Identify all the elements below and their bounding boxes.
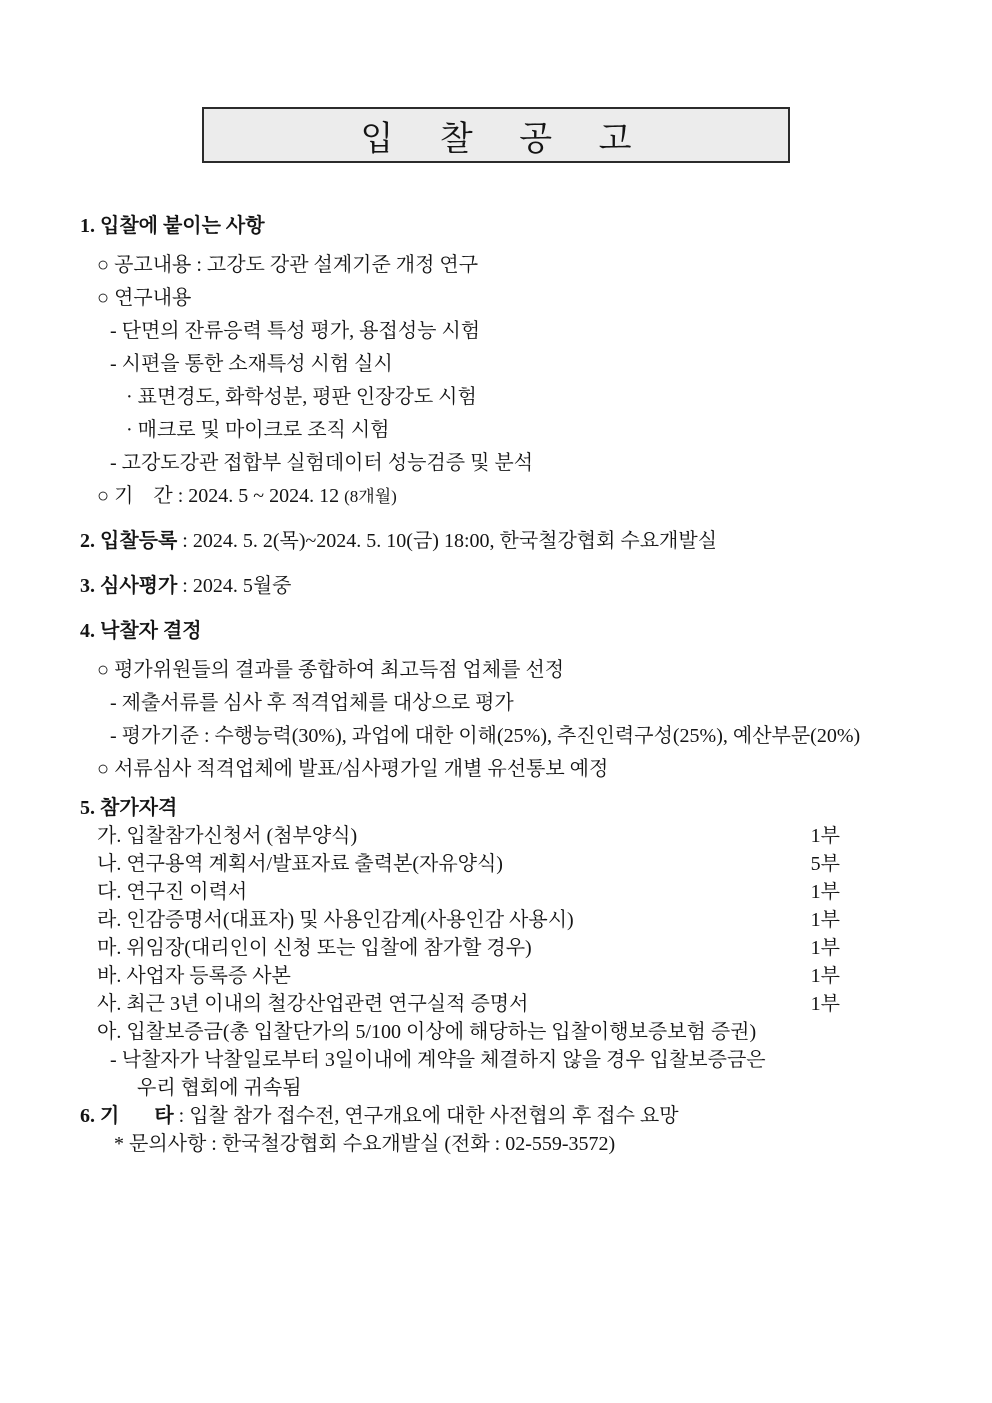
line-text: ○ 서류심사 적격업체에 발표/심사평가일 개별 유선통보 예정	[97, 758, 609, 780]
line-text: 마. 위임장(대리인이 신청 또는 입찰에 참가할 경우)	[97, 937, 532, 959]
doc-line	[0, 414, 992, 447]
line-text: 나. 연구용역 계획서/발표자료 출력본(자유양식)	[97, 853, 503, 875]
heading-label: 2. 입찰등록	[80, 530, 178, 552]
line-text: 가. 입찰참가신청서 (첨부양식)	[97, 825, 358, 847]
doc-line	[0, 1046, 992, 1074]
section-heading	[0, 570, 992, 603]
doc-line	[0, 962, 992, 990]
line-text-small: (8개월)	[344, 487, 397, 506]
line-text: - 단면의 잔류응력 특성 평가, 용접성능 시험	[110, 320, 481, 342]
doc-line	[0, 348, 992, 381]
document-title: 입 찰 공 고	[360, 120, 644, 158]
section-items	[0, 822, 992, 1102]
line-text: - 고강도강관 접합부 실험데이터 성능검증 및 분석	[110, 452, 534, 474]
doc-line	[0, 282, 992, 315]
doc-line	[0, 654, 992, 687]
section-items	[0, 249, 992, 513]
heading-label: 1. 입찰에 붙이는 사항	[80, 215, 265, 237]
copies-count: 1부	[810, 825, 840, 847]
copies-count: 5부	[810, 853, 840, 875]
line-text: 다. 연구진 이력서	[97, 881, 248, 903]
section-qualifications	[0, 794, 992, 1102]
heading-label: 4. 낙찰자 결정	[80, 620, 202, 642]
line-text: ○ 연구내용	[97, 287, 192, 309]
doc-line	[0, 822, 992, 850]
line-text: ○ 평가위원들의 결과를 종합하여 최고득점 업체를 선정	[97, 659, 565, 681]
section-heading	[0, 794, 992, 822]
doc-line	[0, 1074, 992, 1102]
copies-count: 1부	[810, 965, 840, 987]
heading-text: : 입찰 참가 접수전, 연구개요에 대한 사전협의 후 접수 요망	[173, 1105, 679, 1127]
doc-line	[0, 249, 992, 282]
heading-label: 6. 기 타	[80, 1105, 174, 1127]
doc-line	[0, 990, 992, 1018]
doc-line	[0, 1018, 992, 1046]
doc-line	[0, 315, 992, 348]
doc-line	[0, 753, 992, 786]
doc-line	[0, 850, 992, 878]
section-items	[0, 1130, 992, 1158]
copies-count: 1부	[810, 881, 840, 903]
heading-text: : 2024. 5월중	[177, 575, 292, 597]
line-text: ○ 기 간 : 2024. 5 ~ 2024. 12	[97, 485, 345, 507]
line-text: - 시편을 통한 소재특성 시험 실시	[110, 353, 393, 375]
line-text: - 낙찰자가 낙찰일로부터 3일이내에 계약을 체결하지 않을 경우 입찰보증금은	[110, 1049, 766, 1071]
doc-line	[0, 687, 992, 720]
heading-label: 5. 참가자격	[80, 797, 178, 819]
doc-line	[0, 381, 992, 414]
line-text: ○ 공고내용 : 고강도 강관 설계기준 개정 연구	[97, 254, 479, 276]
doc-line	[0, 906, 992, 934]
title-box	[202, 107, 790, 163]
heading-text: : 2024. 5. 2(목)~2024. 5. 10(금) 18:00, 한국철강협회 수요개발실	[177, 530, 718, 552]
doc-line	[0, 1130, 992, 1158]
copies-count: 1부	[810, 909, 840, 931]
doc-line	[0, 447, 992, 480]
line-text: · 매크로 및 마이크로 조직 시험	[126, 419, 390, 441]
section-etc	[0, 1102, 992, 1158]
heading-label: 3. 심사평가	[80, 575, 178, 597]
line-text: 바. 사업자 등록증 사본	[97, 965, 291, 987]
copies-count: 1부	[810, 937, 840, 959]
section-heading	[0, 615, 992, 648]
line-text: 사. 최근 3년 이내의 철강산업관련 연구실적 증명서	[97, 993, 529, 1015]
doc-line	[0, 720, 992, 753]
line-text: * 문의사항 : 한국철강협회 수요개발실 (전화 : 02-559-3572)	[114, 1133, 616, 1155]
section-heading	[0, 525, 992, 558]
doc-line	[0, 934, 992, 962]
line-text: 라. 인감증명서(대표자) 및 사용인감계(사용인감 사용시)	[97, 909, 574, 931]
section-winner-selection	[0, 615, 992, 786]
line-text: - 제출서류를 심사 후 적격업체를 대상으로 평가	[110, 692, 514, 714]
line-text: 아. 입찰보증금(총 입찰단가의 5/100 이상에 해당하는 입찰이행보증보험 증권)	[97, 1021, 757, 1043]
doc-line	[0, 480, 992, 513]
line-text: · 표면경도, 화학성분, 평판 인장강도 시험	[126, 386, 477, 408]
copies-count: 1부	[810, 993, 840, 1015]
section-evaluation-schedule	[0, 570, 992, 603]
section-items	[0, 654, 992, 786]
section-heading	[0, 1102, 992, 1130]
document-body	[0, 210, 992, 1158]
section-heading	[0, 210, 992, 243]
section-bid-registration	[0, 525, 992, 558]
line-text: - 평가기준 : 수행능력(30%), 과업에 대한 이해(25%), 추진인력구성(25%), 예산부문(20%)	[110, 725, 861, 747]
section-bid-items	[0, 210, 992, 513]
line-text: 우리 협회에 귀속됨	[137, 1077, 302, 1099]
doc-line	[0, 878, 992, 906]
